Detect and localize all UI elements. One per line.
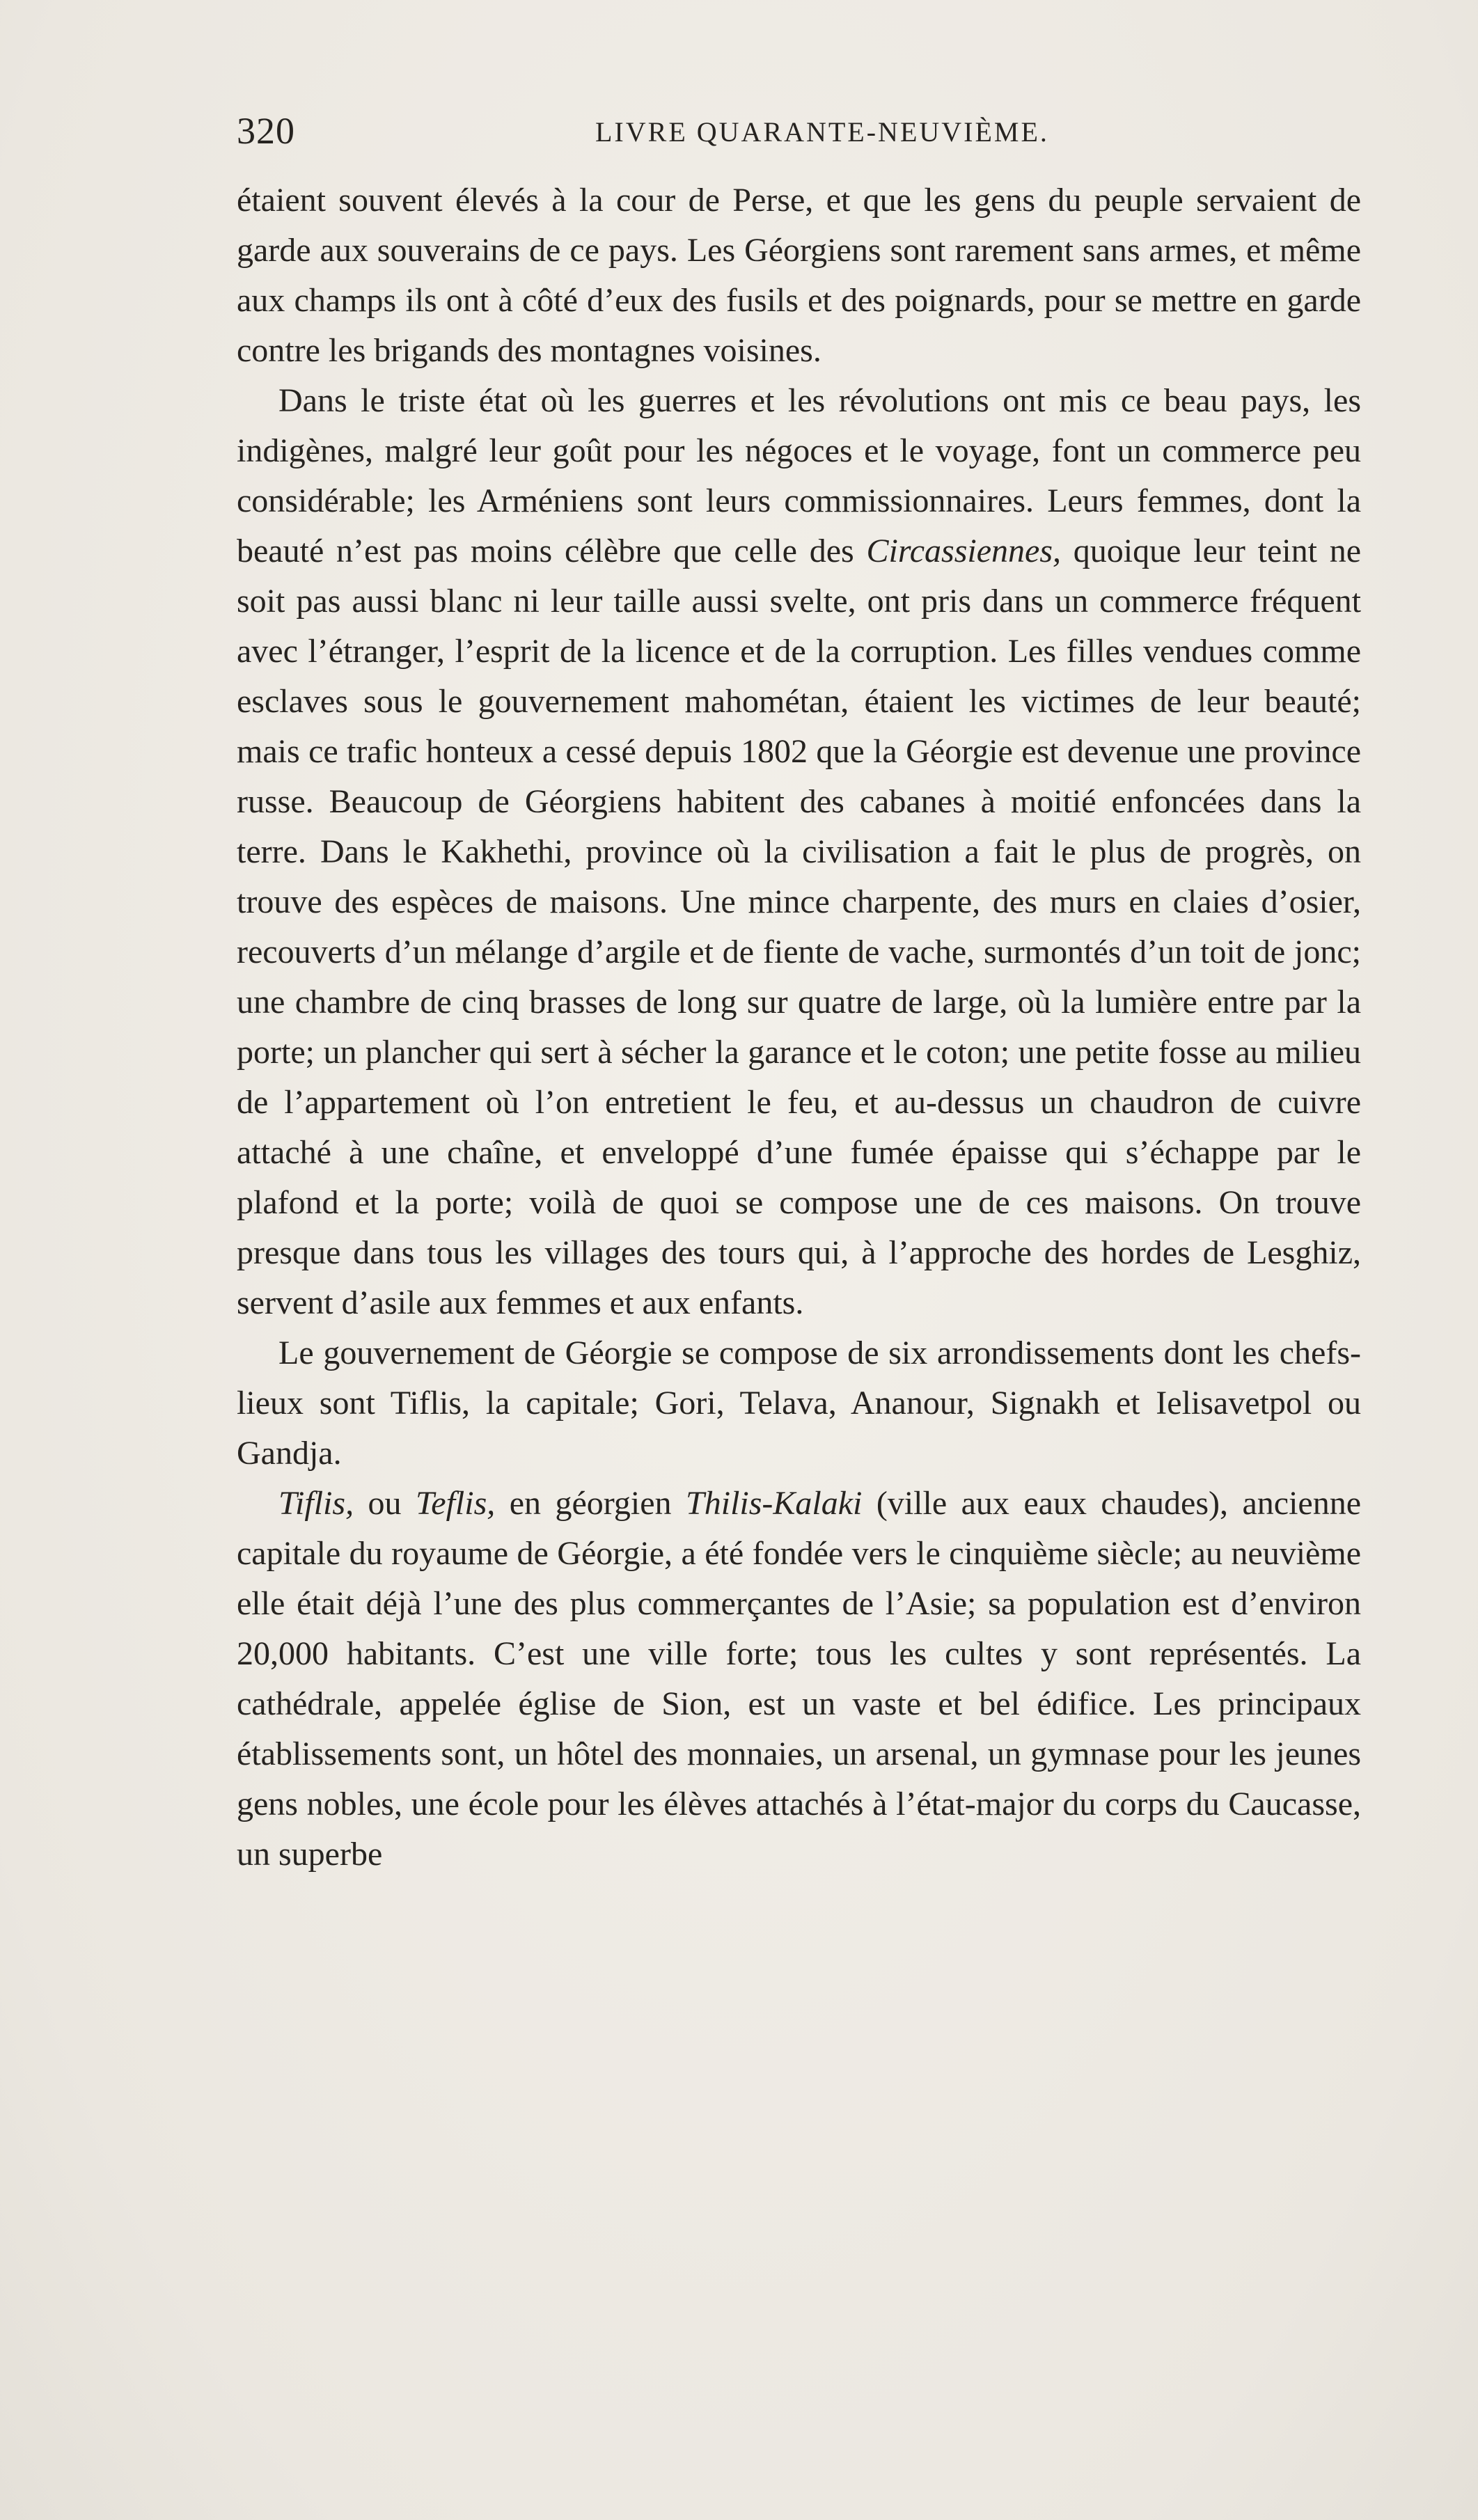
paragraph-2-text-b: quoique leur teint ne soit pas aussi blanc ni leur taille aussi svelte, ont pris dans un commerce fréquent avec l’étranger, l’esprit de la licence et de la corruption. Les filles vendues comme esclaves sous le gouvernement mahométan, étaient les victimes de leur beauté; mais ce trafic honteux a cessé depuis 1802 que la Géorgie est devenue une province russe. Beaucoup de Géorgiens habitent des cabanes à moitié enfoncées dans la terre. Dans le Kakhethi, province où la civilisation a fait le plus de progrès, on trouve des espèces de maisons. Une mince charpente, des murs en claies d’osier, recouverts d’un mélange d’argile et de fiente de vache, surmontés d’un toit de jonc; une chambre de cinq brasses de long sur quatre de large, où la lumière entre par la porte; un plancher qui sert à sécher la garance et le coton; une petite fosse au milieu de l’appartement où l’on entretient le feu, et au-dessus un chaudron de cuivre attaché à une chaîne, et enveloppé d’une fumée épaisse qui s’échappe par le plafond et la porte; voilà de quoi se compose une de ces maisons. On trouve presque dans tous les villages des tours qui, à l’approche des hordes de Lesghiz, servent d’asile aux femmes et aux enfants. (237, 533, 1361, 1321)
paragraph-1 (237, 175, 1361, 376)
paragraph-3-text: Le gouvernement de Géorgie se compose de six arrondissements dont les chefs-lieux sont Tiflis, la capitale; Gori, Telava, Ananour, Signakh et Ielisavetpol ou Gandja. (237, 1334, 1361, 1472)
running-header (237, 110, 1361, 152)
paragraph-3 (237, 1328, 1361, 1479)
paragraph-2 (237, 376, 1361, 1328)
paragraph-4-text-2: en géorgien (495, 1485, 686, 1522)
body-text (237, 175, 1361, 1880)
teflis-italic: Teflis, (416, 1485, 496, 1522)
page-number: 320 (237, 110, 295, 152)
running-title: LIVRE QUARANTE-NEUVIÈME. (595, 116, 1049, 148)
paragraph-1-text: étaient souvent élevés à la cour de Perse, et que les gens du peuple servaient de garde aux souverains de ce pays. Les Géorgiens sont rarement sans armes, et même aux champs ils ont à côté d’eux des fusils et des poignards, pour se mettre en garde contre les brigands des montagnes voisines. (237, 182, 1361, 369)
thilis-kalaki-italic: Thilis-Kalaki (686, 1485, 863, 1522)
paragraph-4 (237, 1479, 1361, 1880)
paragraph-4-text-1: ou (354, 1485, 416, 1522)
paragraph-4-text-3: (ville aux eaux chaudes), ancienne capitale du royaume de Géorgie, a été fondée vers le cinquième siècle; au neuvième elle était déjà l’une des plus commerçantes de l’Asie; sa population est d’environ 20,000 habitants. C’est une ville forte; tous les cultes y sont représentés. La cathédrale, appelée église de Sion, est un vaste et bel édifice. Les principaux établissements sont, un hôtel des monnaies, un arsenal, un gymnase pour les jeunes gens nobles, une école pour les élèves attachés à l’état-major du corps du Caucasse, un superbe (237, 1485, 1362, 1873)
tiflis-italic: Tiflis, (278, 1485, 354, 1522)
paragraph-2-text-a: Dans le triste état où les guerres et les révolutions ont mis ce beau pays, les indigènes, malgré leur goût pour les négoces et le voyage, font un commerce peu considérable; les Arméniens sont leurs commissionnaires. Leurs femmes, dont la beauté n’est pas moins célèbre que celle des (237, 382, 1361, 569)
circassiennes-italic: Circassiennes, (866, 533, 1062, 569)
